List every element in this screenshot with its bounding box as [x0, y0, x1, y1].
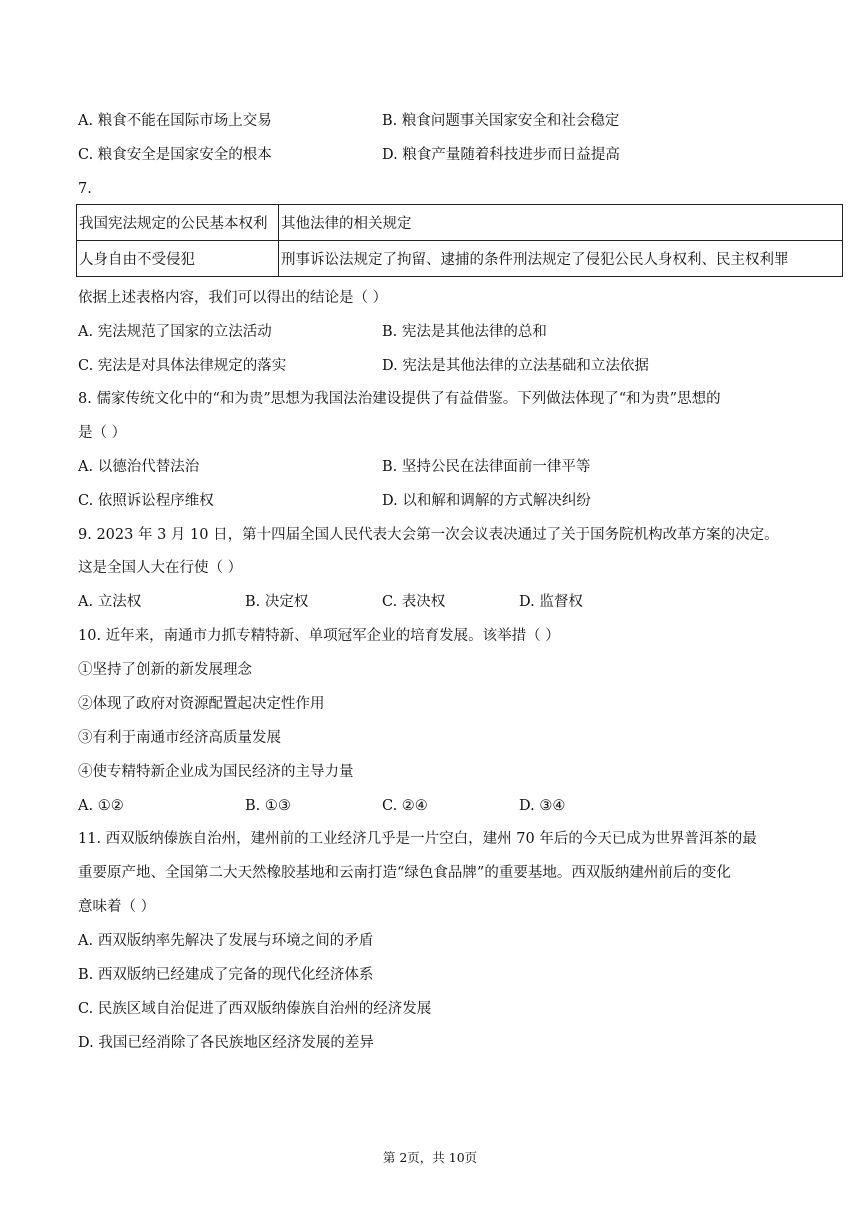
q7-table	[76, 204, 843, 277]
q10-item-4: ④使专精特新企业成为国民经济的主导力量	[78, 764, 354, 780]
q9-stem-line2: 这是全国人大在行使（ ）	[78, 560, 243, 576]
q6-option-d: D. 粮食产量随着科技进步而日益提高	[382, 147, 620, 163]
q6-option-c: C. 粮食安全是国家安全的根本	[78, 147, 272, 163]
table-cell: 其他法律的相关规定	[279, 205, 843, 241]
q7-option-d: D. 宪法是其他法律的立法基础和立法依据	[382, 358, 649, 374]
q11-stem-line1: 11. 西双版纳傣族自治州，建州前的工业经济几乎是一片空白，建州 70 年后的今天已成为世界普洱茶的最	[78, 831, 757, 847]
q9-stem-line1: 9. 2023 年 3 月 10 日，第十四届全国人民代表大会第一次会议表决通过了关于国务院机构改革方案的决定。	[78, 527, 779, 543]
q10-item-2: ②体现了政府对资源配置起决定性作用	[78, 696, 325, 712]
q7-option-a: A. 宪法规范了国家的立法活动	[78, 324, 272, 340]
q10-item-3: ③有利于南通市经济高质量发展	[78, 730, 281, 746]
q8-stem-line1: 8. 儒家传统文化中的“和为贵”思想为我国法治建设提供了有益借鉴。下列做法体现了“和为贵”思想的	[78, 391, 721, 407]
table-cell: 刑事诉讼法规定了拘留、逮捕的条件刑法规定了侵犯公民人身权利、民主权利罪	[279, 241, 843, 277]
q8-option-c: C. 依照诉讼程序维权	[78, 493, 214, 509]
table-row	[77, 205, 843, 241]
q11-stem-line3: 意味着（ ）	[78, 899, 156, 915]
q6-option-b: B. 粮食问题事关国家安全和社会稳定	[382, 113, 620, 129]
q11-option-b: B. 西双版纳已经建成了完备的现代化经济体系	[78, 967, 374, 983]
page-footer: 第 2页，共 10页	[382, 1150, 478, 1165]
q6-option-a: A. 粮食不能在国际市场上交易	[78, 113, 272, 129]
q9-option-d: D. 监督权	[519, 594, 583, 610]
q10-item-1: ①坚持了创新的新发展理念	[78, 662, 252, 678]
q11-option-c: C. 民族区域自治促进了西双版纳傣族自治州的经济发展	[78, 1001, 432, 1017]
q8-stem-line2: 是（ ）	[78, 425, 127, 441]
q10-stem: 10. 近年来，南通市力抓专精特新、单项冠军企业的培育发展。该举措（ ）	[78, 628, 560, 644]
q9-option-b: B. 决定权	[245, 594, 309, 610]
q7-number: 7.	[78, 181, 92, 197]
q7-stem: 依据上述表格内容，我们可以得出的结论是（ ）	[78, 290, 388, 306]
table-cell: 我国宪法规定的公民基本权利	[77, 205, 279, 241]
q8-option-b: B. 坚持公民在法律面前一律平等	[382, 459, 591, 475]
q10-option-d: D. ③④	[519, 798, 566, 814]
q11-stem-line2: 重要原产地、全国第二大天然橡胶基地和云南打造“绿色食品牌”的重要基地。西双版纳建州前后的变化	[78, 865, 731, 881]
q10-option-c: C. ②④	[382, 798, 428, 814]
q9-option-c: C. 表决权	[382, 594, 446, 610]
q11-option-a: A. 西双版纳率先解决了发展与环境之间的矛盾	[78, 933, 374, 949]
q9-option-a: A. 立法权	[78, 594, 142, 610]
q7-option-c: C. 宪法是对具体法律规定的落实	[78, 358, 287, 374]
table-cell: 人身自由不受侵犯	[77, 241, 279, 277]
q8-option-a: A. 以德治代替法治	[78, 459, 200, 475]
q8-option-d: D. 以和解和调解的方式解决纠纷	[382, 493, 591, 509]
q7-option-b: B. 宪法是其他法律的总和	[382, 324, 547, 340]
q10-option-a: A. ①②	[78, 798, 124, 814]
q11-option-d: D. 我国已经消除了各民族地区经济发展的差异	[78, 1035, 374, 1051]
table-row	[77, 241, 843, 277]
q10-option-b: B. ①③	[245, 798, 291, 814]
